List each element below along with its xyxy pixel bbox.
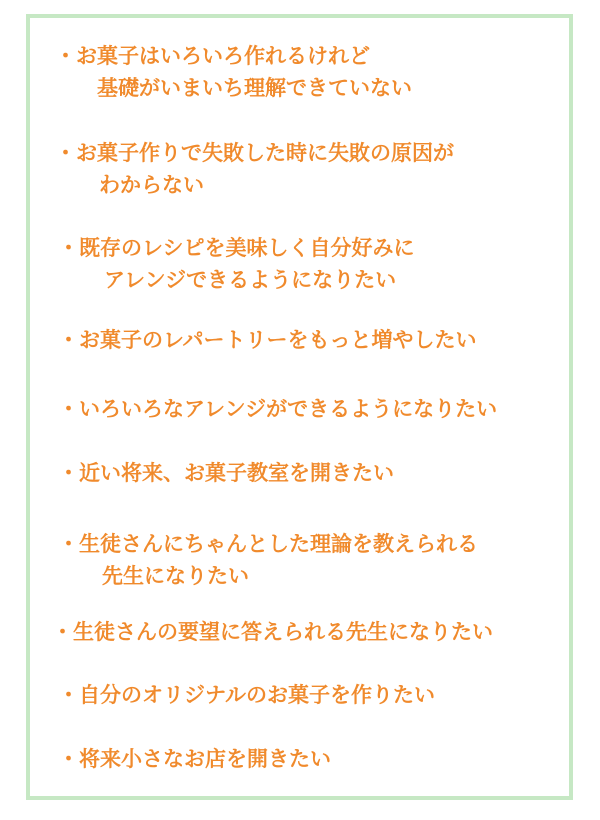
list-item <box>55 137 454 201</box>
list-item-continuation: 先生になりたい <box>102 564 249 588</box>
list-item-line: ・いろいろなアレンジができるようになりたい <box>58 397 498 421</box>
list-item <box>55 40 412 104</box>
list-item-line: ・お菓子はいろいろ作れるけれど <box>55 44 370 68</box>
list-item <box>58 743 331 775</box>
list-item-continuation: わからない <box>99 173 204 197</box>
list-item-line: ・自分のオリジナルのお菓子を作りたい <box>58 683 435 707</box>
list-item <box>58 324 477 356</box>
list-item-line: ・近い将来、お菓子教室を開きたい <box>58 461 394 485</box>
list-item-line: ・生徒さんにちゃんとした理論を教えられる <box>58 532 478 556</box>
list-item <box>58 393 497 425</box>
list-item-line: ・既存のレシピを美味しく自分好みに <box>58 236 415 260</box>
list-item <box>58 232 414 296</box>
list-item-line: ・生徒さんの要望に答えられる先生になりたい <box>52 620 493 644</box>
list-item <box>52 616 493 648</box>
list-item-line: ・お菓子作りで失敗した時に失敗の原因が <box>55 141 454 165</box>
list-item-continuation: アレンジできるようになりたい <box>104 268 397 292</box>
list-item-line: ・お菓子のレパートリーをもっと増やしたい <box>58 328 477 352</box>
list-item <box>58 457 394 489</box>
list-item-line: ・将来小さなお店を開きたい <box>58 747 331 771</box>
list-item-continuation: 基礎がいまいち理解できていない <box>97 76 412 100</box>
list-item <box>58 679 435 711</box>
list-item <box>58 528 478 592</box>
